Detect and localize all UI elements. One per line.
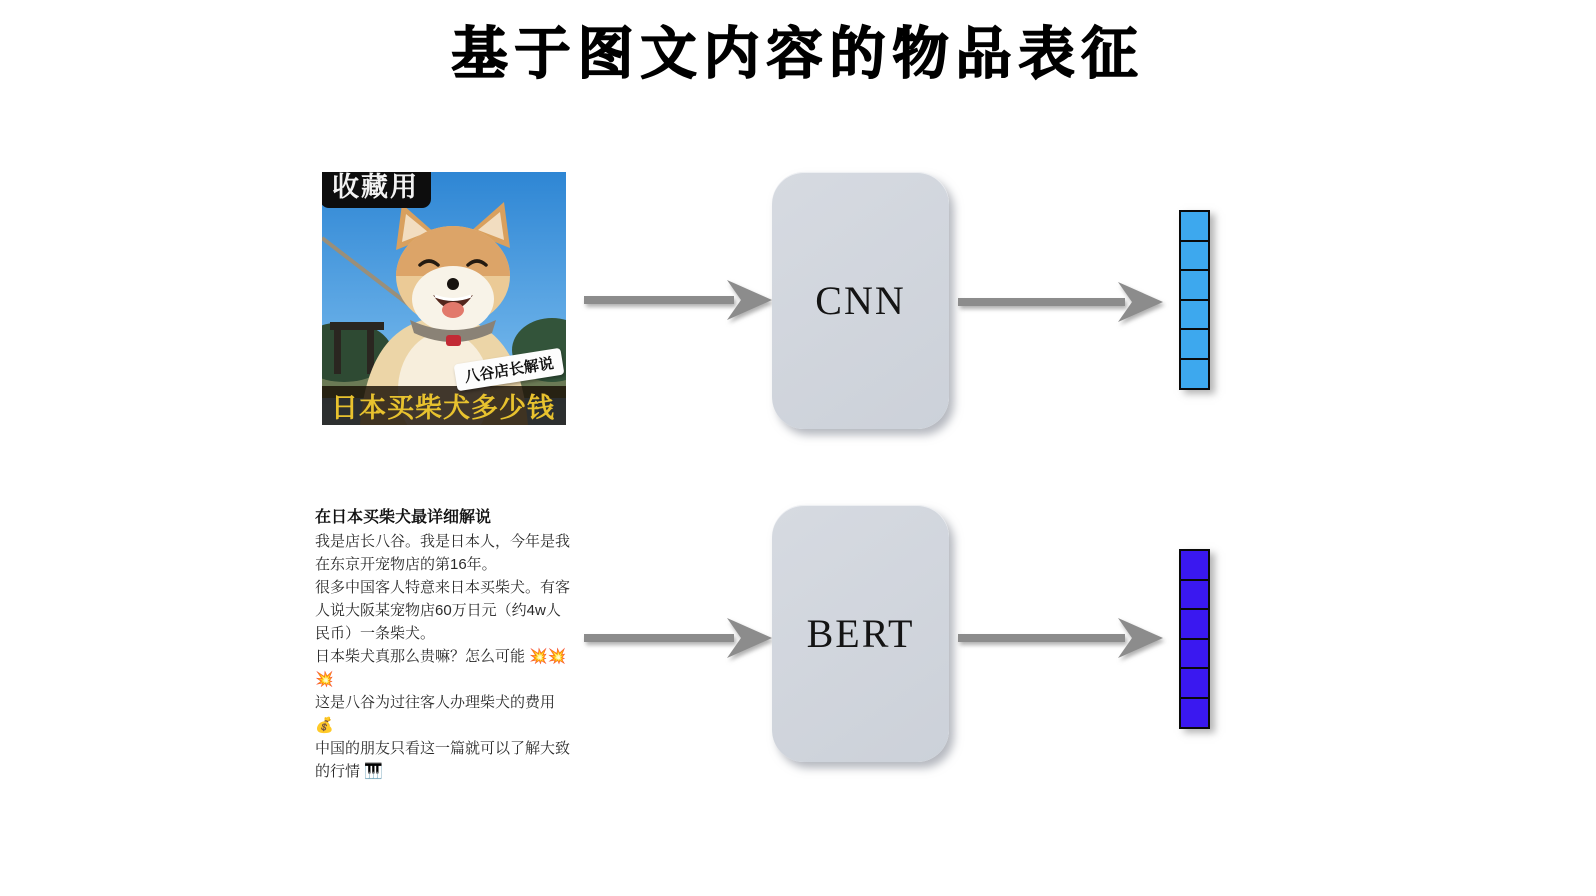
cnn-encoder-box xyxy=(772,172,949,429)
vector-cell xyxy=(1181,581,1208,609)
arrow-text-to-bert xyxy=(584,615,772,661)
arrow-image-to-cnn xyxy=(584,277,772,323)
fence-post-right xyxy=(367,322,374,374)
arrow-cnn-to-vector xyxy=(958,279,1163,325)
cnn-label: CNN xyxy=(815,278,906,323)
vector-cell xyxy=(1181,330,1208,358)
bert-encoder-box xyxy=(772,505,949,762)
text-paragraph: 这是八谷为过往客人办理柴犬的费用 💰 xyxy=(315,694,556,734)
arrow-shaft xyxy=(958,298,1125,306)
item-image-card xyxy=(322,172,566,425)
bert-label: BERT xyxy=(806,611,915,656)
vector-cell xyxy=(1181,360,1208,388)
vector-cell xyxy=(1181,640,1208,668)
text-embedding-vector xyxy=(1179,549,1210,729)
vector-cell xyxy=(1181,301,1208,329)
collection-badge: 收藏用 xyxy=(322,172,431,208)
arrow-shaft xyxy=(584,634,734,642)
vector-cell xyxy=(1181,669,1208,697)
dog-nose xyxy=(447,278,459,290)
arrow-bert-to-vector xyxy=(958,615,1163,661)
page-title: 基于图文内容的物品表征 xyxy=(451,21,1145,87)
vector-cell xyxy=(1181,242,1208,270)
vector-cell xyxy=(1181,551,1208,579)
text-heading: 在日本买柴犬最详细解说 xyxy=(315,509,492,526)
vector-cell xyxy=(1181,699,1208,727)
arrow-shaft xyxy=(958,634,1125,642)
text-paragraph: 日本柴犬真那么贵嘛？怎么可能 💥💥💥 xyxy=(315,648,567,688)
fence-post-left xyxy=(334,322,341,374)
text-paragraph: 我是店长八谷。我是日本人，今年是我在东京开宠物店的第16年。 xyxy=(315,533,571,573)
image-caption-banner: 日本买柴犬多少钱 xyxy=(322,386,566,425)
dog-tongue xyxy=(442,302,464,318)
vector-cell xyxy=(1181,271,1208,299)
text-paragraph: 很多中国客人特意来日本买柴犬。有客人说大阪某宠物店60万日元（约4w人民币）一条柴犬。 xyxy=(315,579,571,642)
shopkeeper-sticker: 八谷店长解说 xyxy=(454,348,565,392)
collar-tag xyxy=(446,335,461,346)
vector-cell xyxy=(1181,212,1208,240)
arrow-shaft xyxy=(584,296,734,304)
vector-cell xyxy=(1181,610,1208,638)
image-embedding-vector xyxy=(1179,210,1210,390)
text-paragraph: 中国的朋友只看这一篇就可以了解大致的行情 🎹 xyxy=(315,740,571,780)
item-text-card xyxy=(315,506,573,783)
